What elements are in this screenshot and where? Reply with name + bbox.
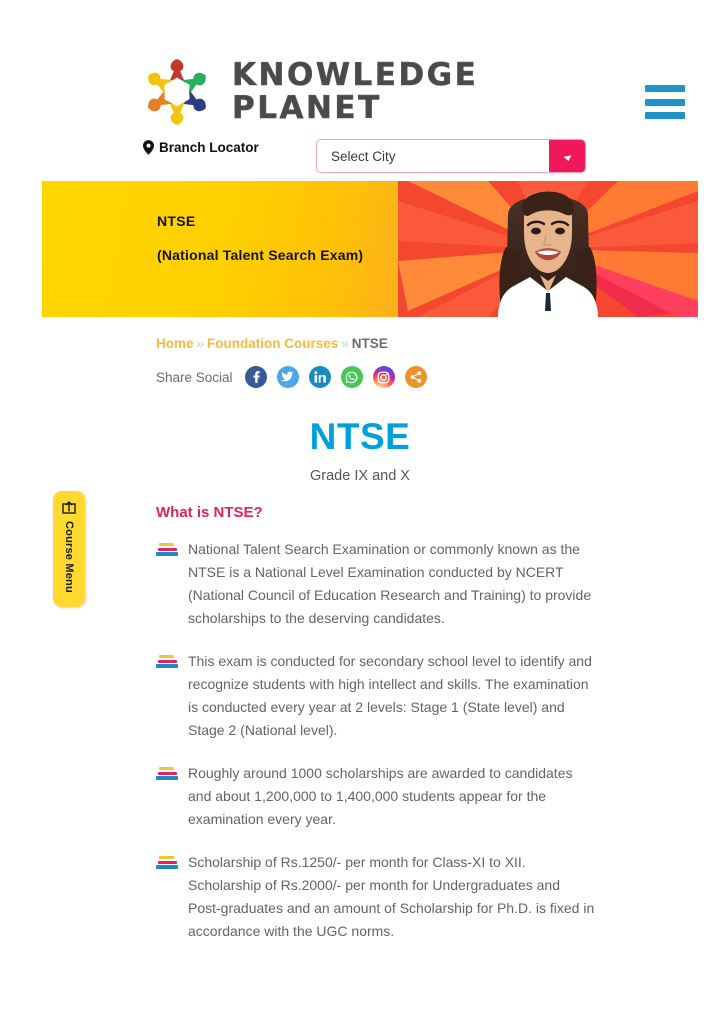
- list-item-text: This exam is conducted for secondary school level to identify and recognize students with high intellect and skills. The examination is conducted every year at 2 levels: Stage 1 (State level) and Stage 2 (National level).: [188, 653, 592, 738]
- site-header: [0, 0, 720, 180]
- page-subtitle: Grade IX and X: [310, 468, 410, 484]
- banner-subtitle: (National Talent Search Exam): [157, 247, 364, 263]
- course-menu-tab[interactable]: [53, 491, 85, 607]
- list-item: [156, 650, 596, 742]
- city-select-dropdown[interactable]: [316, 139, 586, 173]
- banner-title: NTSE: [157, 213, 196, 229]
- content-bullet-list: [156, 538, 596, 963]
- section-heading: What is NTSE?: [156, 504, 263, 521]
- instagram-icon[interactable]: [373, 366, 395, 388]
- list-item-text: Roughly around 1000 scholarships are awarded to candidates and about 1,200,000 to 1,400,000 students appear for the examination every year.: [188, 765, 573, 827]
- city-select-caret-button[interactable]: [549, 140, 585, 172]
- logo-wordmark: [232, 56, 479, 126]
- breadcrumb-item-current: NTSE: [351, 336, 388, 351]
- share-social-label: Share Social: [156, 369, 233, 385]
- site-logo[interactable]: [136, 52, 478, 132]
- page-title: NTSE: [309, 416, 411, 457]
- logo-line-2: PLANET: [232, 90, 382, 126]
- city-select-value[interactable]: Select City: [331, 148, 396, 164]
- list-item: [156, 538, 596, 630]
- list-item-text: Scholarship of Rs.1250/- per month for Class-XI to XII. Scholarship of Rs.2000/- per month for Undergraduates and Post-graduates and an amount of Scholarship for Ph.D. is fixed in accordance with the UGC norms.: [188, 854, 595, 939]
- linkedin-icon[interactable]: [309, 366, 331, 388]
- branch-locator-label: Branch Locator: [159, 140, 259, 155]
- knowledge-planet-logo-icon: [136, 52, 218, 132]
- student-photo: [478, 181, 618, 317]
- list-item: [156, 762, 596, 831]
- whatsapp-icon[interactable]: [341, 366, 363, 388]
- chevron-down-icon: [564, 155, 573, 162]
- share-icon[interactable]: [405, 366, 427, 388]
- banner-text-block: [157, 213, 363, 263]
- logo-line-1: KNOWLEDGE: [232, 56, 479, 93]
- tricolor-bullet-icon: [156, 856, 178, 869]
- list-item-text: National Talent Search Examination or commonly known as the NTSE is a National Level Examination conducted by NCERT (National Council of Education Research and Training) to provide scholarships to the deserving candidates.: [188, 541, 592, 626]
- tricolor-bullet-icon: [156, 543, 178, 556]
- breadcrumb-separator-2: »: [341, 336, 349, 351]
- hamburger-bar-3: [645, 112, 685, 119]
- breadcrumb-separator-1: »: [196, 336, 205, 351]
- facebook-icon[interactable]: [245, 366, 267, 388]
- location-pin-icon: [143, 140, 154, 155]
- hamburger-bar-2: [645, 99, 685, 106]
- branch-locator: [143, 140, 259, 155]
- course-banner: [42, 181, 698, 317]
- breadcrumb-item-home[interactable]: Home: [156, 336, 194, 351]
- tricolor-bullet-icon: [156, 655, 178, 668]
- twitter-icon[interactable]: [277, 366, 299, 388]
- export-arrow-icon: [62, 500, 76, 514]
- breadcrumb-item-foundation-courses[interactable]: Foundation Courses: [207, 336, 339, 351]
- hamburger-menu-icon[interactable]: [645, 85, 685, 119]
- course-menu-label: Course Menu: [63, 521, 75, 593]
- breadcrumb: [156, 336, 388, 351]
- list-item: [156, 851, 596, 943]
- share-social-bar: [156, 366, 427, 388]
- hamburger-bar-1: [645, 85, 685, 92]
- tricolor-bullet-icon: [156, 767, 178, 780]
- branch-locator-label-group: [143, 140, 259, 155]
